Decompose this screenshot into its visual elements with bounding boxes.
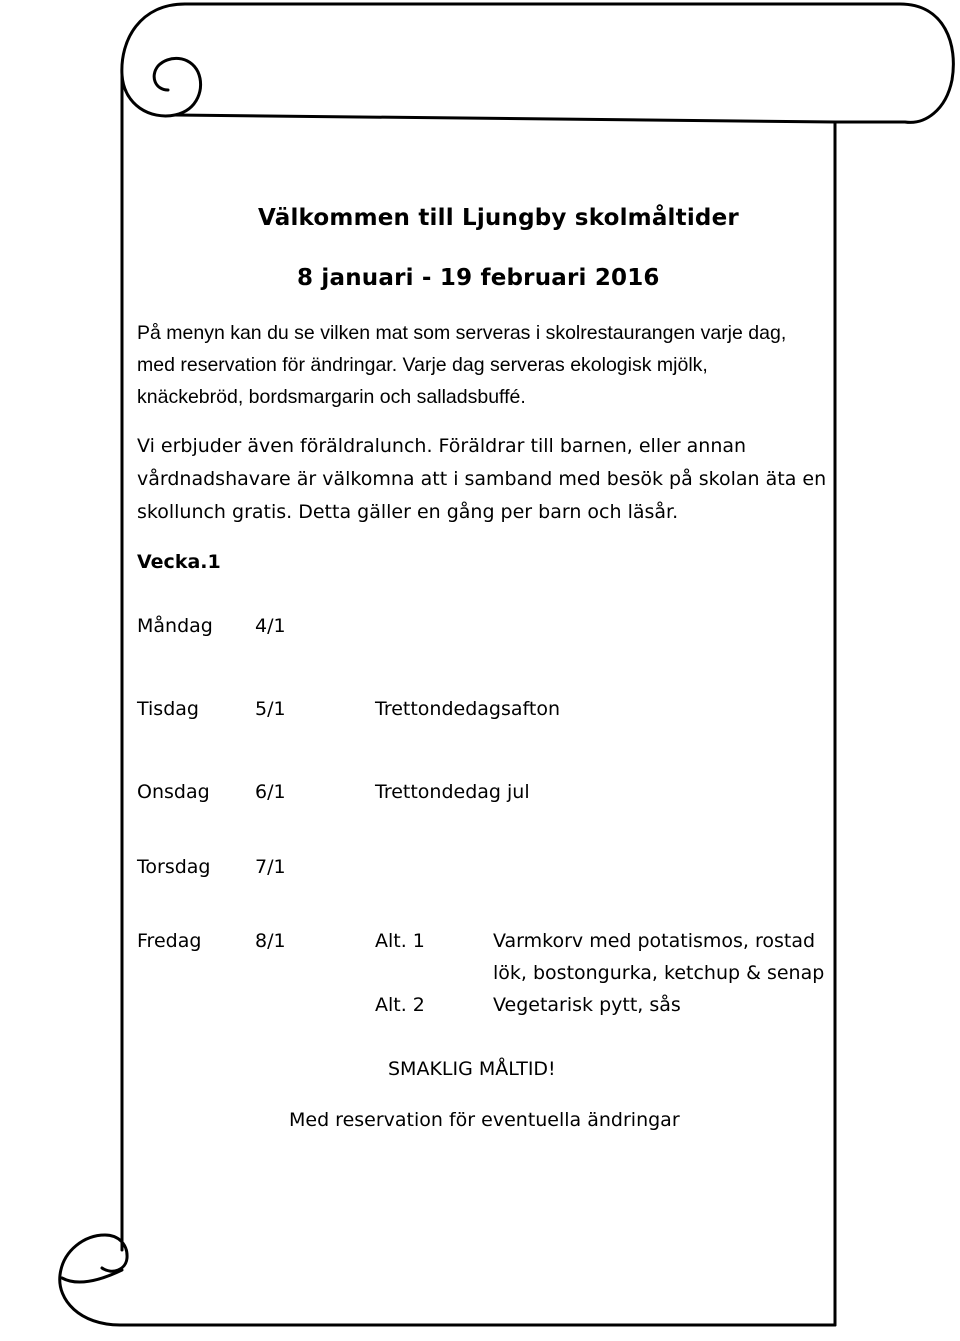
day-name: Måndag xyxy=(137,615,213,637)
intro-line: På menyn kan du se vilken mat som serveras i skolrestaurangen varje dag, xyxy=(137,322,787,344)
intro-line: med reservation för ändringar. Varje dag serveras ekologisk mjölk, xyxy=(137,354,708,376)
day-date: 4/1 xyxy=(255,615,286,637)
parent-line: Vi erbjuder även föräldralunch. Föräldrar till barnen, eller annan xyxy=(137,435,747,457)
day-name: Onsdag xyxy=(137,781,210,803)
intro-line: knäckebröd, bordsmargarin och salladsbuffé. xyxy=(137,386,526,408)
alt-label: Alt. 1 xyxy=(375,930,425,952)
week-label: Vecka.1 xyxy=(137,551,221,573)
day-name: Fredag xyxy=(137,930,202,952)
parent-line: vårdnadshavare är välkomna att i samband med besök på skolan äta en xyxy=(137,468,827,490)
day-date: 5/1 xyxy=(255,698,286,720)
closing-text: SMAKLIG MÅLTID! xyxy=(388,1058,556,1080)
page-title: Välkommen till Ljungby skolmåltider xyxy=(258,205,739,231)
alt-label: Alt. 2 xyxy=(375,994,425,1016)
day-date: 6/1 xyxy=(255,781,286,803)
alt-dish-line: Varmkorv med potatismos, rostad xyxy=(493,930,816,952)
day-date: 7/1 xyxy=(255,856,286,878)
day-date: 8/1 xyxy=(255,930,286,952)
alt-dish-line: Vegetarisk pytt, sås xyxy=(493,994,681,1016)
alt-dish-line: lök, bostongurka, ketchup & senap xyxy=(493,962,825,984)
day-note: Trettondedag jul xyxy=(375,781,530,803)
date-range: 8 januari - 19 februari 2016 xyxy=(297,265,660,291)
day-name: Torsdag xyxy=(137,856,211,878)
parent-line: skollunch gratis. Detta gäller en gång per barn och läsår. xyxy=(137,501,679,523)
day-note: Trettondedagsafton xyxy=(375,698,560,720)
disclaimer-text: Med reservation för eventuella ändringar xyxy=(289,1109,680,1131)
day-name: Tisdag xyxy=(137,698,199,720)
